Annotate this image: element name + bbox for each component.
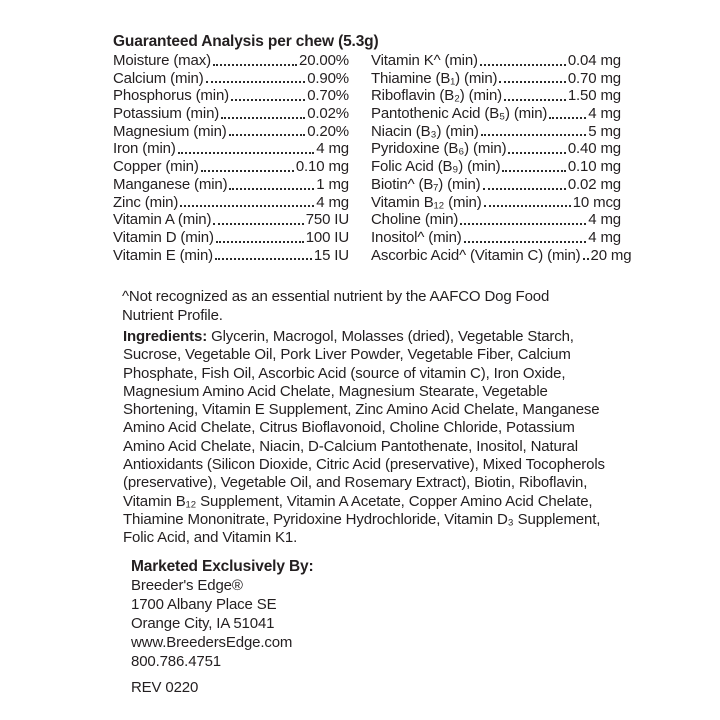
nutrient-label: Biotin^ (B₇) (min) bbox=[371, 175, 481, 193]
analysis-columns bbox=[113, 52, 632, 264]
nutrient-value: 100 IU bbox=[305, 228, 349, 246]
nutrient-label: Potassium (min) bbox=[113, 105, 220, 123]
ingredients-line: Magnesium Amino Acid Chelate, Magnesium Stearate, Vegetable bbox=[123, 382, 548, 400]
nutrient-value: 0.10 mg bbox=[567, 158, 621, 176]
table-row bbox=[113, 87, 349, 105]
nutrient-label: Magnesium (min) bbox=[113, 122, 227, 140]
nutrient-label: Ascorbic Acid^ (Vitamin C) (min) bbox=[371, 246, 581, 264]
nutrient-value: 0.70 mg bbox=[567, 69, 621, 87]
nutrient-value: 0.10 mg bbox=[295, 158, 349, 176]
nutrient-label: Niacin (B₃) (min) bbox=[371, 122, 479, 140]
nutrient-value: 0.70% bbox=[307, 87, 349, 105]
dot-leader bbox=[229, 188, 314, 190]
table-row bbox=[371, 158, 621, 176]
marketed-by-heading: Marketed Exclusively By: bbox=[131, 558, 314, 575]
nutrient-value: 0.90% bbox=[307, 69, 349, 87]
ingredients-line: Vitamin B₁₂ Supplement, Vitamin A Acetate, Copper Amino Acid Chelate, bbox=[123, 492, 593, 510]
dot-leader bbox=[213, 64, 297, 66]
nutrient-label: Vitamin B₁₂ (min) bbox=[371, 193, 482, 211]
address-street: 1700 Albany Place SE bbox=[131, 596, 277, 613]
ingredients-line: Glycerin, Macrogol, Molasses (dried), Vegetable Starch, bbox=[211, 328, 574, 345]
nutrient-label: Manganese (min) bbox=[113, 175, 228, 193]
dot-leader bbox=[229, 134, 306, 136]
nutrient-value: 4 mg bbox=[588, 105, 621, 123]
nutrient-label: Pyridoxine (B₆) (min) bbox=[371, 140, 507, 158]
revision-code: REV 0220 bbox=[131, 679, 199, 696]
address-city: Orange City, IA 51041 bbox=[131, 615, 275, 632]
nutrient-label: Vitamin E (min) bbox=[113, 246, 213, 264]
nutrient-label: Choline (min) bbox=[371, 211, 459, 229]
nutrient-value: 20.00% bbox=[299, 52, 349, 69]
nutrient-value: 4 mg bbox=[316, 140, 349, 158]
nutrient-value: 0.04 mg bbox=[567, 52, 621, 69]
nutrient-label: Inositol^ (min) bbox=[371, 228, 462, 246]
table-row bbox=[113, 229, 349, 247]
ingredients-heading: Ingredients: bbox=[123, 328, 208, 345]
nutrient-value: 0.20% bbox=[307, 122, 349, 140]
table-row bbox=[113, 123, 349, 141]
analysis-column-right bbox=[371, 52, 632, 264]
nutrient-value: 1 mg bbox=[316, 175, 349, 193]
phone-number: 800.786.4751 bbox=[131, 653, 221, 670]
ingredients-line: Amino Acid Chelate, Niacin, D-Calcium Pantothenate, Inositol, Natural bbox=[123, 437, 578, 455]
ingredients-first-line bbox=[123, 328, 605, 346]
nutrient-label: Zinc (min) bbox=[113, 193, 179, 211]
dot-leader bbox=[201, 170, 294, 172]
nutrient-value: 5 mg bbox=[588, 122, 621, 140]
table-row bbox=[113, 70, 349, 88]
brand-name: Breeder's Edge® bbox=[131, 577, 243, 594]
ingredients-line: Phosphate, Fish Oil, Ascorbic Acid (source of vitamin C), Iron Oxide, bbox=[123, 364, 566, 382]
guaranteed-analysis-title: Guaranteed Analysis per chew (5.3g) bbox=[113, 33, 379, 50]
nutrient-value: 0.02% bbox=[307, 105, 349, 123]
nutrient-label: Vitamin D (min) bbox=[113, 228, 214, 246]
nutrient-value: 4 mg bbox=[316, 193, 349, 211]
table-row bbox=[113, 176, 349, 194]
nutrient-label: Pantothenic Acid (B₅) (min) bbox=[371, 105, 548, 123]
dot-leader bbox=[481, 134, 587, 136]
ingredients-line: Sucrose, Vegetable Oil, Pork Liver Powder, Vegetable Fiber, Calcium bbox=[123, 346, 571, 364]
dot-leader bbox=[206, 81, 306, 83]
dot-leader bbox=[583, 258, 589, 260]
dot-leader bbox=[180, 205, 314, 207]
table-row bbox=[113, 140, 349, 158]
dot-leader bbox=[483, 188, 566, 190]
ingredients-line: Shortening, Vitamin E Supplement, Zinc Amino Acid Chelate, Manganese bbox=[123, 401, 600, 419]
table-row bbox=[371, 70, 621, 88]
dot-leader bbox=[178, 152, 315, 154]
dot-leader bbox=[216, 241, 304, 243]
table-row bbox=[371, 105, 621, 123]
nutrient-label: Vitamin K^ (min) bbox=[371, 52, 478, 69]
guaranteed-analysis-section bbox=[113, 32, 632, 264]
dot-leader bbox=[480, 64, 566, 66]
dot-leader bbox=[499, 81, 565, 83]
nutrient-value: 4 mg bbox=[588, 211, 621, 229]
nutrient-label: Folic Acid (B₉) (min) bbox=[371, 158, 501, 176]
website-text: www.BreedersEdge.com bbox=[131, 634, 293, 651]
nutrient-label: Vitamin A (min) bbox=[113, 211, 212, 229]
nutrient-value: 4 mg bbox=[588, 228, 621, 246]
table-row bbox=[371, 140, 621, 158]
dot-leader bbox=[549, 117, 586, 119]
dot-leader bbox=[504, 99, 566, 101]
dot-leader bbox=[460, 223, 586, 225]
footnote-line: ^Not recognized as an essential nutrient by the AAFCO Dog Food bbox=[122, 288, 550, 305]
marketed-by-section bbox=[131, 557, 314, 697]
nutrient-label: Phosphorus (min) bbox=[113, 87, 229, 105]
dot-leader bbox=[508, 152, 565, 154]
table-row bbox=[113, 211, 349, 229]
nutrient-value: 10 mcg bbox=[572, 193, 621, 211]
dot-leader bbox=[502, 170, 565, 172]
dot-leader bbox=[464, 241, 587, 243]
ingredients-line: Amino Acid Chelate, Citrus Bioflavonoid, Choline Chloride, Potassium bbox=[123, 419, 575, 437]
ingredients-line: (preservative), Vegetable Oil, and Rosemary Extract), Biotin, Riboflavin, bbox=[123, 474, 588, 492]
ingredients-line: Thiamine Mononitrate, Pyridoxine Hydrochloride, Vitamin D₃ Supplement, bbox=[123, 510, 601, 528]
aafco-footnote bbox=[122, 287, 549, 325]
nutrient-value: 15 IU bbox=[313, 246, 349, 264]
table-row bbox=[113, 105, 349, 123]
dot-leader bbox=[215, 258, 312, 260]
nutrient-value: 0.02 mg bbox=[567, 175, 621, 193]
nutrient-value: 1.50 mg bbox=[567, 87, 621, 105]
table-row bbox=[113, 52, 349, 70]
table-row bbox=[113, 194, 349, 212]
nutrient-label: Thiamine (B₁) (min) bbox=[371, 69, 498, 87]
analysis-column-left bbox=[113, 52, 349, 264]
nutrient-label: Iron (min) bbox=[113, 140, 176, 158]
nutrient-label: Copper (min) bbox=[113, 158, 199, 176]
nutrient-label: Moisture (max) bbox=[113, 52, 211, 69]
nutrient-label: Calcium (min) bbox=[113, 69, 204, 87]
table-row bbox=[371, 52, 621, 70]
footnote-line: Nutrient Profile. bbox=[122, 307, 223, 324]
ingredients-line: Antioxidants (Silicon Dioxide, Citric Acid (preservative), Mixed Tocopherols bbox=[123, 456, 605, 474]
table-row bbox=[371, 194, 621, 212]
table-row bbox=[371, 246, 632, 265]
ingredients-line: Folic Acid, and Vitamin K1. bbox=[123, 529, 298, 547]
table-row bbox=[371, 87, 621, 105]
table-row bbox=[371, 229, 621, 247]
dot-leader bbox=[484, 205, 571, 207]
table-row bbox=[371, 211, 621, 229]
nutrient-value: 0.40 mg bbox=[567, 140, 621, 158]
ingredients-section bbox=[123, 328, 605, 548]
dot-leader bbox=[231, 99, 305, 101]
dot-leader bbox=[213, 223, 303, 225]
nutrient-value: 750 IU bbox=[305, 211, 349, 229]
table-row bbox=[371, 123, 621, 141]
table-row bbox=[113, 158, 349, 176]
dot-leader bbox=[221, 117, 305, 119]
nutrient-label: Riboflavin (B₂) (min) bbox=[371, 87, 503, 105]
table-row bbox=[113, 247, 349, 265]
nutrient-value: 20 mg bbox=[590, 246, 632, 264]
table-row bbox=[371, 176, 621, 194]
